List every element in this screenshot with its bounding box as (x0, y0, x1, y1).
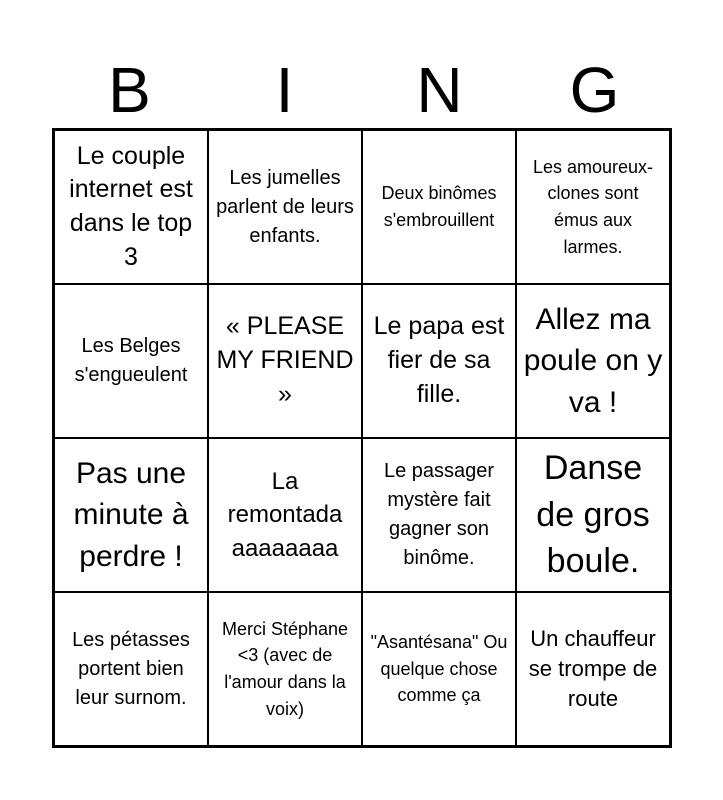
bingo-cell[interactable] (54, 438, 208, 592)
cell-text: Merci Stéphane <3 (avec de l'amour dans la voix) (221, 618, 349, 719)
bingo-cell[interactable] (208, 130, 362, 284)
bingo-cell[interactable] (362, 130, 516, 284)
cell-text: Un chauffeur se trompe de route (528, 626, 658, 711)
cell-text: Les pétasses portent bien leur surnom. (72, 628, 190, 709)
bingo-cell[interactable] (362, 592, 516, 746)
header-letter-i: I (275, 54, 294, 126)
cell-text: La remontada aaaaaaaa (227, 467, 343, 562)
cell-text: « PLEASE MY FRIEND » (216, 312, 354, 408)
bingo-cell[interactable] (208, 284, 362, 438)
cell-text: Danse de gros boule. (536, 448, 650, 581)
cell-text: Le papa est fier de sa fille. (373, 312, 505, 408)
cell-text: Les jumelles parlent de leurs enfants. (216, 166, 354, 247)
header-letter-g: G (569, 54, 620, 126)
bingo-cell[interactable] (208, 592, 362, 746)
bingo-cell[interactable] (516, 130, 670, 284)
bingo-cell[interactable] (54, 592, 208, 746)
bingo-cell[interactable] (362, 438, 516, 592)
cell-text: Allez ma poule on y va ! (523, 302, 663, 419)
bingo-cell[interactable] (516, 284, 670, 438)
bingo-cell[interactable] (516, 592, 670, 746)
bingo-cell[interactable] (54, 130, 208, 284)
cell-text: Le passager mystère fait gagner son binôme. (383, 460, 495, 569)
cell-text: Les amoureux-clones sont émus aux larmes. (532, 156, 654, 257)
cell-text: Les Belges s'engueulent (74, 335, 188, 386)
cell-text: Deux binômes s'embrouillent (381, 183, 497, 230)
bingo-cell[interactable] (362, 284, 516, 438)
bingo-cell[interactable] (54, 284, 208, 438)
cell-text: Le couple internet est dans le top 3 (69, 141, 193, 271)
bingo-cell[interactable] (516, 438, 670, 592)
bingo-grid (52, 128, 672, 748)
header-letter-n: N (416, 54, 463, 126)
cell-text: Pas une minute à perdre ! (73, 456, 189, 573)
cell-text: "Asantésana" Ou quelque chose comme ça (370, 632, 508, 706)
bingo-cell[interactable] (208, 438, 362, 592)
bingo-header (52, 52, 672, 128)
header-letter-b: B (108, 54, 151, 126)
